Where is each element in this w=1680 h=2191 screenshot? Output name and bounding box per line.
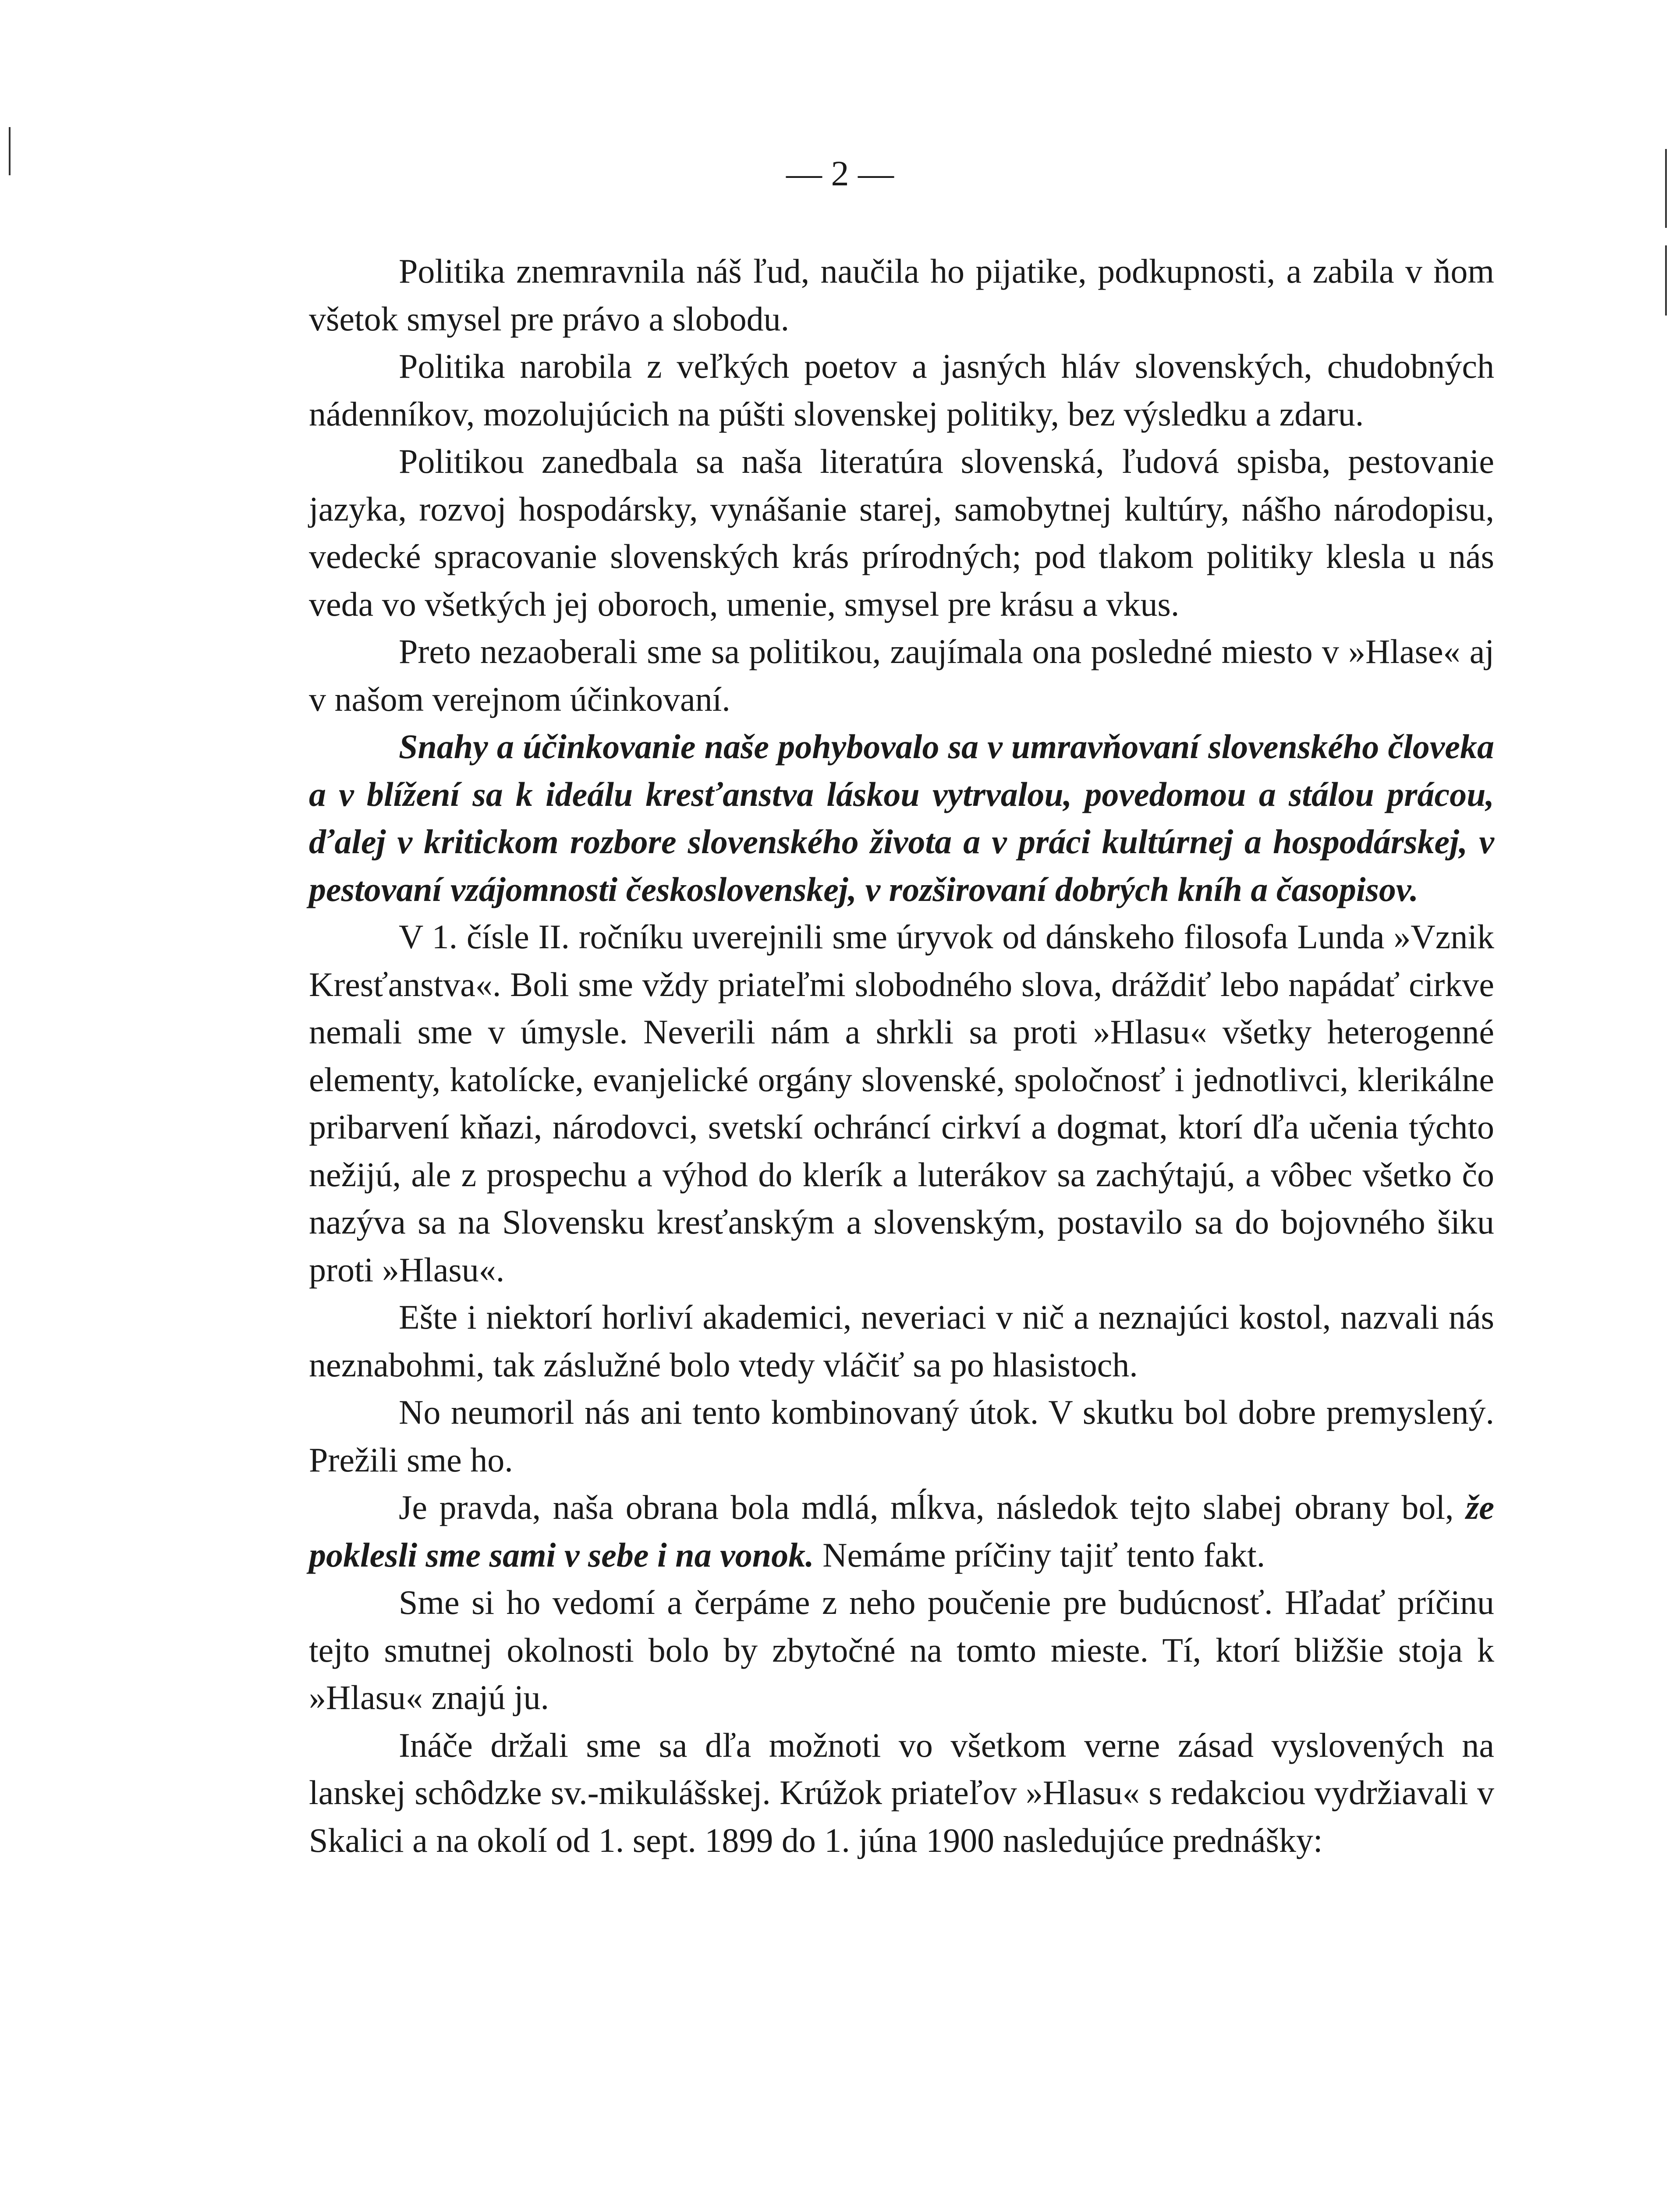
page-number: — 2 — [786, 153, 894, 193]
paragraph-9-text-before: Je pravda, naša obrana bola mdlá, mĺkva, následok tejto slabej obrany bol, [399, 1488, 1466, 1526]
paragraph-10: Sme si ho vedomí a čerpáme z neho poučenie pre budúcnosť. Hľadať príčinu tejto smutnej okolnosti bolo by zbytočné na tomto mieste. Tí, ktorí bližšie stoja k »Hlasu« znajú ju. [309, 1583, 1494, 1716]
paragraph-2: Politika narobila z veľkých poetov a jasných hláv slovenských, chudobných nádenníkov, mozolujúcich na púšti slovenskej politiky, bez výsledku a zdaru. [309, 347, 1494, 433]
paragraph-5-emphasis: Snahy a účinkovanie naše pohybovalo sa v umravňovaní slovenského človeka a v blížení sa k ideálu kresťanstva láskou vytrvalou, povedomou a stálou prácou, ďalej v kritickom rozbore slovenského života a v práci kultúrnej a hospodárskej, v pestovaní vzájomnosti československej, v rozširovaní dobrých kníh a časopisov. [309, 727, 1494, 908]
scan-edge-mark-right-2 [1665, 245, 1667, 316]
paragraph-1: Politika znemravnila náš ľud, naučila ho pijatike, podkupnosti, a zabila v ňom všetok smysel pre právo a slobodu. [309, 252, 1494, 338]
scan-edge-mark-right [1665, 149, 1667, 228]
document-body [309, 248, 1494, 1864]
paragraph-9-text-after: Nemáme príčiny tajiť tento fakt. [814, 1535, 1265, 1574]
paragraph-7: Ešte i niektorí horliví akademici, neveriaci v nič a neznajúci kostol, nazvali nás neznabohmi, tak záslužné bolo vtedy vláčiť sa po hlasistoch. [309, 1298, 1494, 1384]
paragraph-3: Politikou zanedbala sa naša literatúra slovenská, ľudová spisba, pestovanie jazyka, rozvoj hospodársky, vynášanie starej, samobytnej kultúry, nášho národopisu, vedecké spracovanie slovenských krás prírodných; pod tlakom politiky klesla u nás veda vo všetkých jej oboroch, umenie, smysel pre krásu a vkus. [309, 442, 1494, 623]
paragraph-9 [309, 1484, 1494, 1579]
scan-edge-mark-left [9, 127, 11, 175]
paragraph-11: Ináče držali sme sa dľa možnoti vo všetkom verne zásad vyslovených na lanskej schôdzke sv.-mikulášskej. Krúžok priateľov »Hlasu« s redakciou vydržiavali v Skalici a na okolí od 1. sept. 1899 do 1. júna 1900 nasledujúce prednášky: [309, 1726, 1494, 1859]
paragraph-8: No neumoril nás ani tento kombinovaný útok. V skutku bol dobre premyslený. Prežili sme ho. [309, 1393, 1494, 1479]
paragraph-6: V 1. čísle II. ročníku uverejnili sme úryvok od dánskeho filosofa Lunda »Vznik Kresťanstva«. Boli sme vždy priateľmi slobodného slova, dráždiť lebo napádať cirkve nemali sme v úmysle. Neverili nám a shrkli sa proti »Hlasu« všetky heterogenné elementy, katolícke, evanjelické orgány slovenské, spoločnosť i jednotlivci, klerikálne pribarvení kňazi, národovci, svetskí ochráncí cirkví a dogmat, ktorí dľa učenia týchto nežijú, ale z prospechu a výhod do klerík a luterákov sa zachýtajú, a vôbec všetko čo nazýva sa na Slovensku kresťanským a slovenským, postavilo sa do bojovného šiku proti »Hlasu«. [309, 918, 1494, 1289]
paragraph-4: Preto nezaoberali sme sa politikou, zaujímala ona posledné miesto v »Hlase« aj v našom verejnom účinkovaní. [309, 632, 1494, 718]
paragraph-9-emphasis: že poklesli sme sami v sebe i na vonok. [309, 1488, 1494, 1574]
